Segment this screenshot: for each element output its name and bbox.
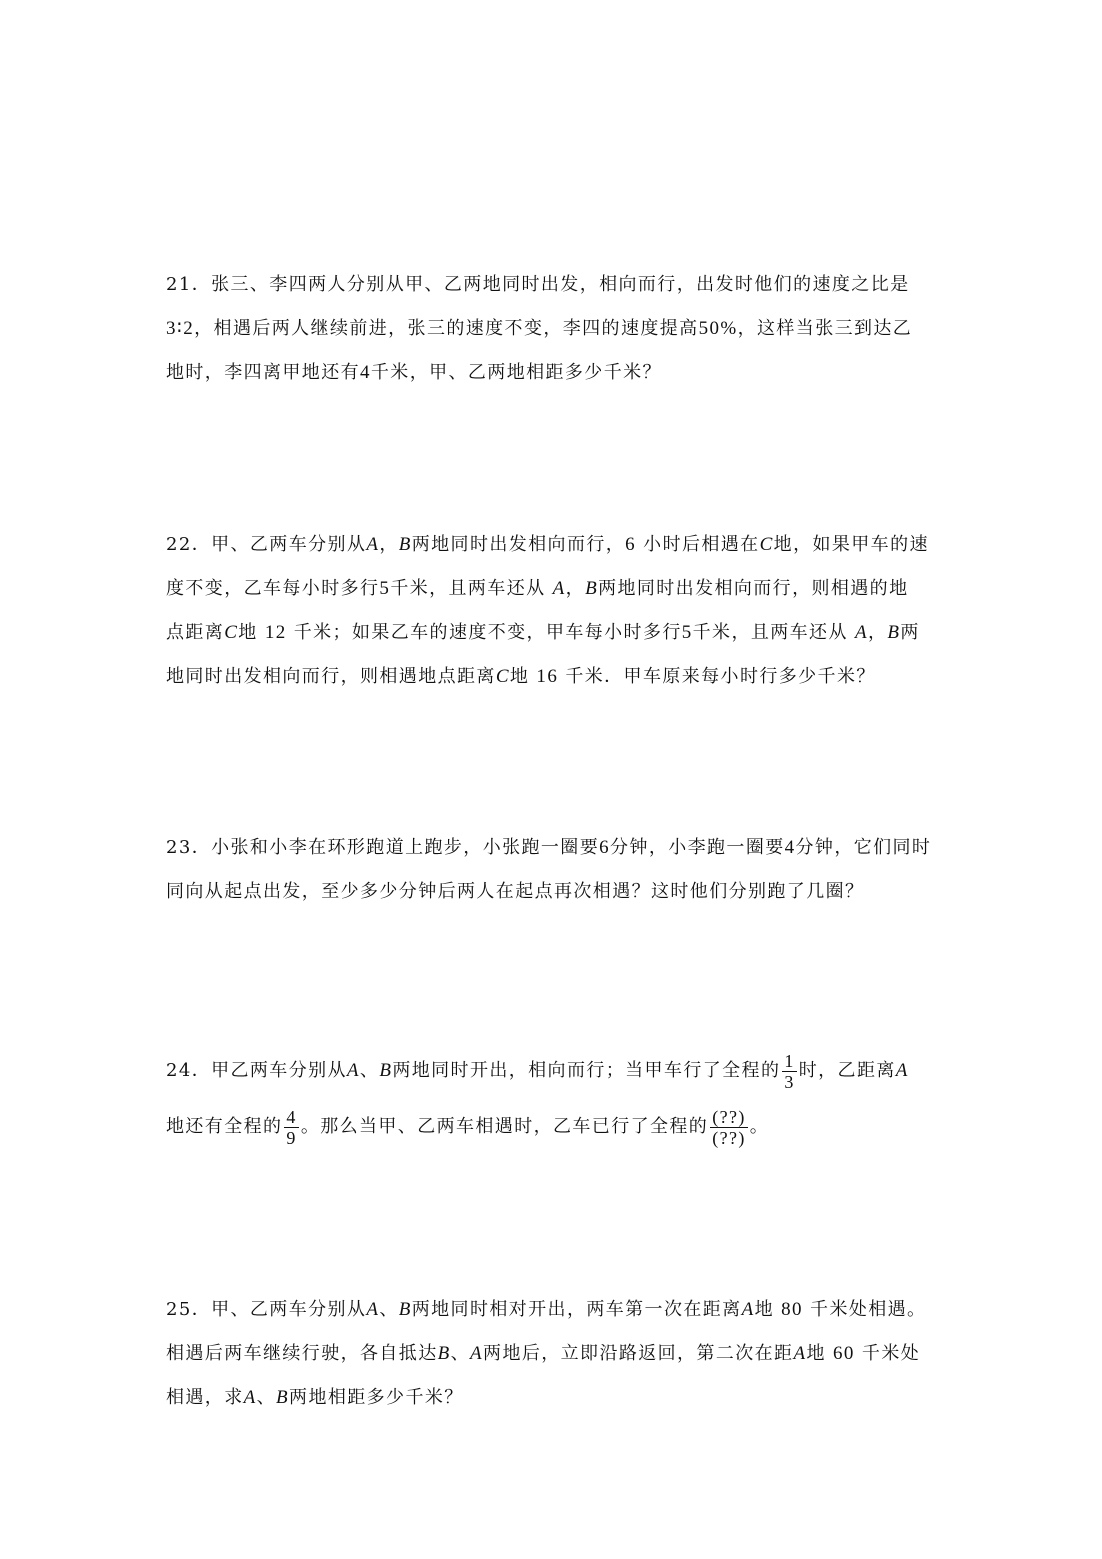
question-25-line-3: 相遇，求A、B两地相距多少千米？ [166, 1387, 464, 1408]
question-21-line-1: 21．张三、李四两人分别从甲、乙两地同时出发，相向而行，出发时他们的速度之比是 [166, 274, 910, 295]
question-22-line-1: 22．甲、乙两车分别从A，B两地同时出发相向而行，6 小时后相遇在C地，如果甲车的速 [166, 534, 929, 555]
question-25-line-2: 相遇后两车继续行驶，各自抵达B、A两地后，立即沿路返回，第二次在距A地 60 千米处 [166, 1343, 921, 1364]
question-23 [166, 833, 956, 921]
question-22-line-4: 地同时出发相向而行，则相遇地点距离C地 16 千米．甲车原来每小时行多少千米？ [166, 666, 876, 687]
question-24 [166, 1048, 956, 1160]
answer-blank-fraction[interactable]: $\frac{(??)}{(??)}$ [712, 1106, 746, 1148]
question-22-line-2: 度不变，乙车每小时多行5千米，且两车还从 A，B两地同时出发相向而行，则相遇的地 [166, 578, 909, 599]
question-25-line-1: 25．甲、乙两车分别从A、B两地同时相对开出，两车第一次在距离A地 80 千米处相遇。 [166, 1299, 927, 1320]
ratio: 3∶2 [166, 318, 195, 339]
question-21-line-2: 3∶2，相遇后两人继续前进，张三的速度不变，李四的速度提高50%，这样当张三到达乙 [166, 318, 913, 339]
question-24-line-2: 地还有全程的 $\frac{4}{9}$ 。那么当甲、乙两车相遇时，乙车已行了全程的 $\frac{(??)}{(??)}$ 。 [166, 1106, 770, 1148]
question-21 [166, 270, 956, 402]
percent: 50% [698, 318, 738, 339]
fraction-four-ninths: $\frac{4}{9}$ [286, 1106, 297, 1148]
question-24-line-1: 24．甲乙两车分别从A、B两地同时开出，相向而行；当甲车行了全程的 $\frac{1}{3}$ 时，乙距离A [166, 1050, 909, 1092]
fraction-one-third: $\frac{1}{3}$ [784, 1050, 795, 1092]
question-23-line-1: 23．小张和小李在环形跑道上跑步，小张跑一圈要6分钟，小李跑一圈要4分钟，它们同时 [166, 837, 932, 858]
question-22-line-3: 点距离C地 12 千米；如果乙车的速度不变，甲车每小时多行5千米，且两车还从 A，B两 [166, 622, 920, 643]
question-22 [166, 530, 956, 706]
question-21-line-3: 地时，李四离甲地还有4千米，甲、乙两地相距多少千米？ [166, 362, 662, 383]
question-23-line-2: 同向从起点出发，至少多少分钟后两人在起点再次相遇？这时他们分别跑了几圈？ [166, 881, 865, 902]
question-25 [166, 1295, 956, 1427]
